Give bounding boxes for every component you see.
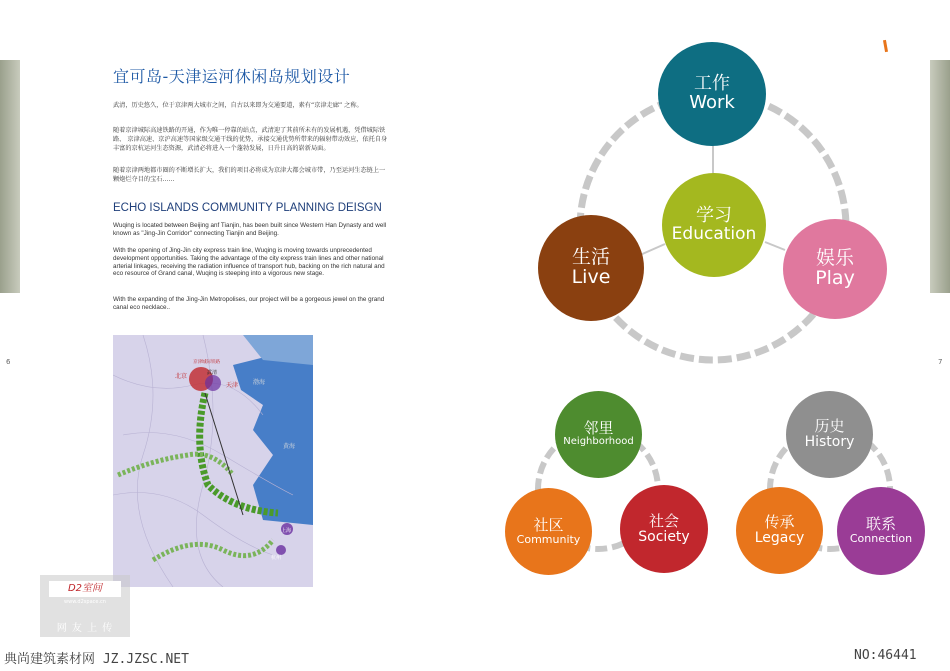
node-connection [837,487,925,575]
node-work [658,42,766,146]
map-label-wuqing: 武清 [207,370,218,376]
node-neighborhood-cn: 邻里 [583,419,614,438]
node-education-cn: 学习 [696,204,732,226]
node-society [620,485,708,573]
node-live-cn: 生活 [571,246,610,269]
page-number-left: 6 [6,358,11,366]
map-label-sea1: 渤海 [253,379,266,386]
node-play-cn: 娱乐 [815,247,854,270]
node-connection-cn: 联系 [865,515,896,534]
page-number-right: 7 [938,358,943,366]
node-connection-en: Connection [849,532,913,546]
node-neighborhood [555,391,642,478]
node-community [505,488,592,575]
map-label-top: 京津城际铁路 [193,360,220,365]
en-paragraph-1: Wuqing is located between Beijing anf Tianjin, has been built since Western Han Dynasty and well known as "Jing-Jin Corridor" connecting Tianjin and Beijing. [113,222,387,237]
map-label-shanghai: 上海 [281,528,292,534]
map-label-tianjin: 天津 [226,382,239,389]
en-paragraph-2: With the opening of Jing-Jin city express train line, Wuqing is moving towards unprecedented development opportunities. Taking the advantage of the city express train lines and other national arterial linkages, receiving the radiation influence of transport hub, backing on the rich natural and eco resource of Grand canal, Wuqing is steeping into a vigorous new stage. [113,247,385,278]
page-title: 宜可岛-天津运河休闲岛规划设计 [113,67,351,86]
node-live [538,215,644,321]
node-play [783,219,887,319]
node-community-cn: 社区 [533,515,564,534]
node-legacy [736,487,823,574]
node-history-cn: 历史 [814,417,845,436]
node-live-en: Live [571,266,611,288]
node-legacy-cn: 传承 [764,513,795,532]
node-society-cn: 社会 [648,511,679,530]
en-paragraph-3: With the expanding of the Jing-Jin Metropolises, our project will be a gorgeous jewel on the grand canal eco necklace.. [113,296,385,311]
cn-paragraph-1: 武清，历史悠久，位于京津两大城市之间，自古以来即为交通要道，素有“京津走廊” 之称。 [113,102,363,109]
node-education-en: Education [671,223,757,244]
node-neighborhood-en: Neighborhood [563,436,634,448]
english-title: ECHO ISLANDS COMMUNITY PLANNING DEISGN [113,202,382,214]
footer-site: 典尚建筑素材网 JZ.JZSC.NET [4,652,189,667]
watermark-logo: D2室间 [49,581,121,597]
node-work-cn: 工作 [694,73,730,95]
node-community-en: Community [516,532,581,546]
node-history-en: History [804,434,855,451]
map-label-hangzhou: 杭州 [271,555,282,561]
map-label-beijing: 北京 [175,373,188,380]
cn-paragraph-2: 随着京津城际高速铁路的开通，作为唯一停靠的站点，武清迎了其前所未有的发展机遇，凭借城际铁路、 京津高速、京沪高速等国家级交通干线的优势，承接交通优势所带来的辐射带动效应，依托自身丰富的京杭运河生态资源，武清必将进入一个蓬勃发展，日升日高的崭新局面。 [113,127,388,152]
node-history [786,391,873,478]
node-work-en: Work [689,92,735,113]
node-legacy-en: Legacy [754,530,805,547]
node-education [662,173,766,277]
map-label-sea2: 黄海 [283,443,296,450]
watermark-caption: 网 友 上 传 [56,623,114,634]
cn-paragraph-3: 随着京津两地都市圈的不断增长扩大，我们的项目必将成为京津大都会城市带，乃至运河生态链上一颗炮烂夺目的宝石...... [113,167,386,183]
node-play-en: Play [815,267,855,289]
footer-number: NO:46441 [854,648,917,663]
watermark-url: www.d2space.cn [64,599,106,605]
node-society-en: Society [638,528,690,545]
